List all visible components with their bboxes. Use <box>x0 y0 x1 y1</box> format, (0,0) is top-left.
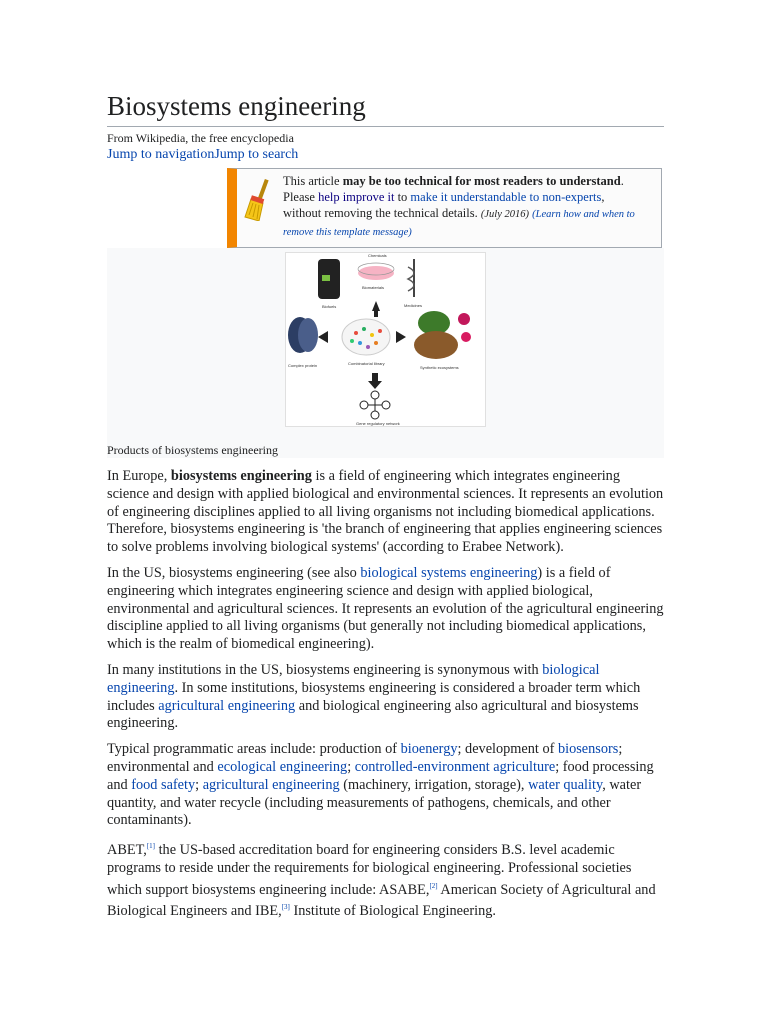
link-water-quality[interactable]: water quality <box>528 776 603 793</box>
notice-bold: may be too technical for most readers to understand <box>342 174 621 188</box>
paragraph-1: In Europe, biosystems engineering is a field of engineering which integrates engineering science and design with applied biological and environmental sciences. It represents an evolution of engineering disciplines applied to all living organisms not including biomedical applications. Therefore, biosystems engineering is 'the branch of engineering that applies engineering sciences to solve problems involving biological systems' (according to Erabee Network). <box>107 468 664 556</box>
ref-1[interactable]: [1] <box>146 842 156 851</box>
link-bioenergy[interactable]: bioenergy <box>400 741 458 758</box>
article-body <box>107 468 664 921</box>
label-biomaterials: Biomaterials <box>362 285 385 290</box>
paragraph-3: In many institutions in the US, biosystems engineering is synonymous with biological engineering. In some institutions, biosystems engineering is considered a broader term which includes agricultural engineering and biological engineering also agricultural and biosystems engineering. <box>107 661 641 732</box>
link-agricultural-engineering[interactable]: agricultural engineering <box>158 697 296 714</box>
label-medicines: Medicines <box>404 303 423 308</box>
paragraph-4: Typical programmatic areas include: production of bioenergy; development of biosensors; environmental and ecological engineering; controlled-environment agriculture; food processing and food safety; agricultural engineering (machinery, irrigation, storage), water quality, water quantity, and water recycle (including measurements of pathogens, chemicals, and other contaminants). <box>107 741 654 829</box>
page-title: Biosystems engineering <box>107 88 664 127</box>
link-food-safety[interactable]: food safety <box>131 776 196 793</box>
link-agricultural-engineering-2[interactable]: agricultural engineering <box>202 776 340 793</box>
figure-image[interactable] <box>285 252 486 427</box>
article-page <box>107 88 664 929</box>
label-combinatorial-library: Combinatorial library <box>348 361 385 366</box>
label-chemicals: Chemicals <box>368 253 387 258</box>
products-diagram <box>286 253 485 426</box>
figure-caption: Products of biosystems engineering <box>107 443 278 457</box>
ref-2[interactable]: [2] <box>429 881 438 890</box>
label-synthetic-ecosystems: Synthetic ecosystems <box>420 365 459 370</box>
jump-links <box>107 146 664 164</box>
technical-notice-box <box>227 168 662 248</box>
learn-remove-link[interactable]: (Learn how and when to remove this template message) <box>283 209 635 238</box>
figure-thumbnail <box>107 248 664 458</box>
site-tagline: From Wikipedia, the free encyclopedia <box>107 131 294 145</box>
link-ecological-engineering[interactable]: ecological engineering <box>217 758 348 775</box>
broom-icon <box>241 177 277 221</box>
understandable-link[interactable]: make it understandable to non-experts <box>410 190 602 204</box>
label-complex-protein: Complex protein <box>288 363 318 368</box>
link-controlled-environment-agriculture[interactable]: controlled-environment agriculture <box>354 758 556 775</box>
notice-line-3: without removing the technical details. (July 2016) (Learn how and when to remove this template message) <box>283 206 635 238</box>
label-gene-network: Gene regulatory network <box>356 421 400 426</box>
paragraph-2: In the US, biosystems engineering (see also biological systems engineering) is a field of engineering which integrates engineering science and design with applied biological, environmental and agricultural sciences. It represents an evolution of the agricultural engineering discipline applied to all living organisms (but generally not including biomedical applications, which is the realm of biomedical engineering). <box>107 564 664 653</box>
link-biological-systems-engineering[interactable]: biological systems engineering <box>360 564 538 581</box>
help-improve-link[interactable]: help improve it <box>318 190 395 204</box>
notice-line-2: Please help improve it to make it understandable to non-experts, <box>283 190 605 204</box>
ref-3[interactable]: [3] <box>281 903 290 912</box>
paragraph-5: ABET,[1] the US-based accreditation board for engineering considers B.S. level academic programs to reside under the requirements for biological engineering. Professional societies which support biosystems engineering include: ASABE,[2] American Society of Agricultural and Biological Engineers and IBE,[3] Institute of Biological Engineering. <box>107 841 656 919</box>
jump-to-search-link[interactable]: Jump to search <box>214 147 299 162</box>
link-biosensors[interactable]: biosensors <box>557 741 619 758</box>
notice-line-1: This article may be too technical for most readers to understand. <box>283 174 624 188</box>
term-bold: biosystems engineering <box>170 468 312 484</box>
label-biofuels: Biofuels <box>322 304 337 309</box>
link-biological-engineering[interactable]: biological engineering <box>107 661 600 696</box>
jump-to-navigation-link[interactable]: Jump to navigation <box>107 147 215 162</box>
notice-date: (July 2016) <box>480 209 529 220</box>
